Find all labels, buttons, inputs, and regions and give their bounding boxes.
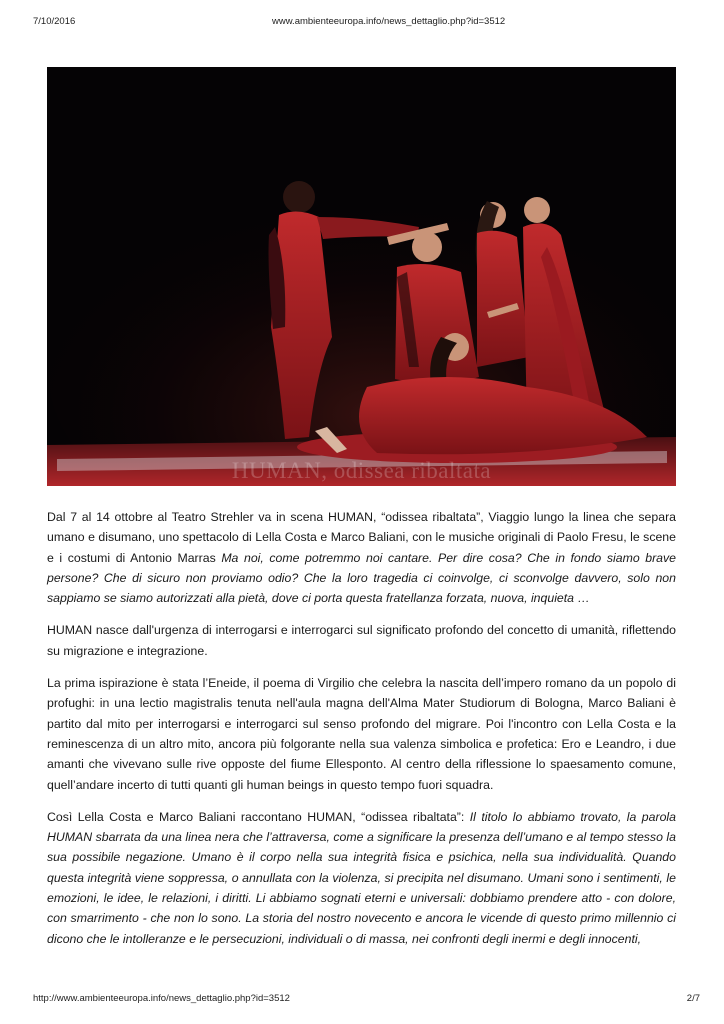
article-paragraph (47, 507, 676, 608)
print-date: 7/10/2016 (33, 16, 76, 27)
article-paragraph: La prima ispirazione è stata l’Eneide, il poema di Virgilio che celebra la nascita dell’impero romano da un popolo di profughi: in una lectio magistralis tenuta nell'aula magna dell'Alma Mater Studiorum di Bologna, Marco Baliani è partito dal mito per interrogarsi e interrogarci sul senso profondo del migrare. Poi l'incontro con Lella Costa e la reminescenza di un altro mito, ancora più folgorante nella sua valenza simbolica e profetica: Ero e Leandro, i due amanti che vivevano sulle rive opposte del fiume Ellesponto. Al centro della riflessione lo spaesamento comune, quell’andare incerto di tutti quanti gli human beings in questo tempo fuori squadra. (47, 676, 676, 792)
page-number: 2/7 (686, 993, 700, 1004)
article-paragraph (47, 807, 676, 949)
article-paragraph: HUMAN nasce dall'urgenza di interrogarsi e interrogarci sul significato profondo del concetto di umanità, riflettendo su migrazione e integrazione. (47, 623, 676, 658)
article-body (47, 507, 676, 961)
photo-caption: HUMAN, odissea ribaltata (231, 458, 492, 483)
paragraph-quote: Il titolo lo abbiamo trovato, la parola HUMAN sbarrata da una linea nera che l’attraversa, come a significare la presenza dell’umano e al tempo stesso la sua possibile negazione. Umano è il corpo nella sua integrità fisica e psichica, nella sua individualità. Quando questa integrità viene soppressa, o annullata con la violenza, si precipita nel disumano. Umani sono i sentimenti, le emozioni, le idee, le relazioni, i diritti. Li abbiamo sognati eterni e universali: dobbiamo prendere atto - con dolore, con smarrimento - che non lo sono. La storia del nostro novecento e ancora le vicende di questo primo millennio ci dicono che le intolleranze e le persecuzioni, individuali o di massa, nei confronti degli inermi e degli innocenti, (47, 809, 676, 946)
paragraph-quote: Ma noi, come potremmo noi cantare. Per dire cosa? Che in fondo siamo brave persone? Che di sicuro non proviamo odio? Che la loro tragedia ci coinvolge, ci sconvolge davvero, solo non sappiamo se siamo autorizzati alla pietà, dove ci porta questa fratellanza forzata, nuova, inquieta … (47, 550, 676, 606)
print-header-url: www.ambienteeuropa.info/news_dettaglio.php?id=3512 (272, 16, 506, 27)
stage-photo-illustration (47, 67, 676, 486)
paragraph-text: Così Lella Costa e Marco Baliani raccontano HUMAN, “odissea ribaltata”: (47, 809, 470, 824)
paragraph-text: Dal 7 al 14 ottobre al Teatro Strehler va in scena HUMAN, “odissea ribaltata”, Viaggio lungo la linea che separa umano e disumano, uno spettacolo di Lella Costa e Marco Baliani, con le musiche originali di Paolo Fresu, le scene e i costumi di Antonio Marras (47, 510, 676, 565)
stage-photo (47, 67, 676, 486)
print-footer-url: http://www.ambienteeuropa.info/news_dettaglio.php?id=3512 (33, 993, 290, 1004)
